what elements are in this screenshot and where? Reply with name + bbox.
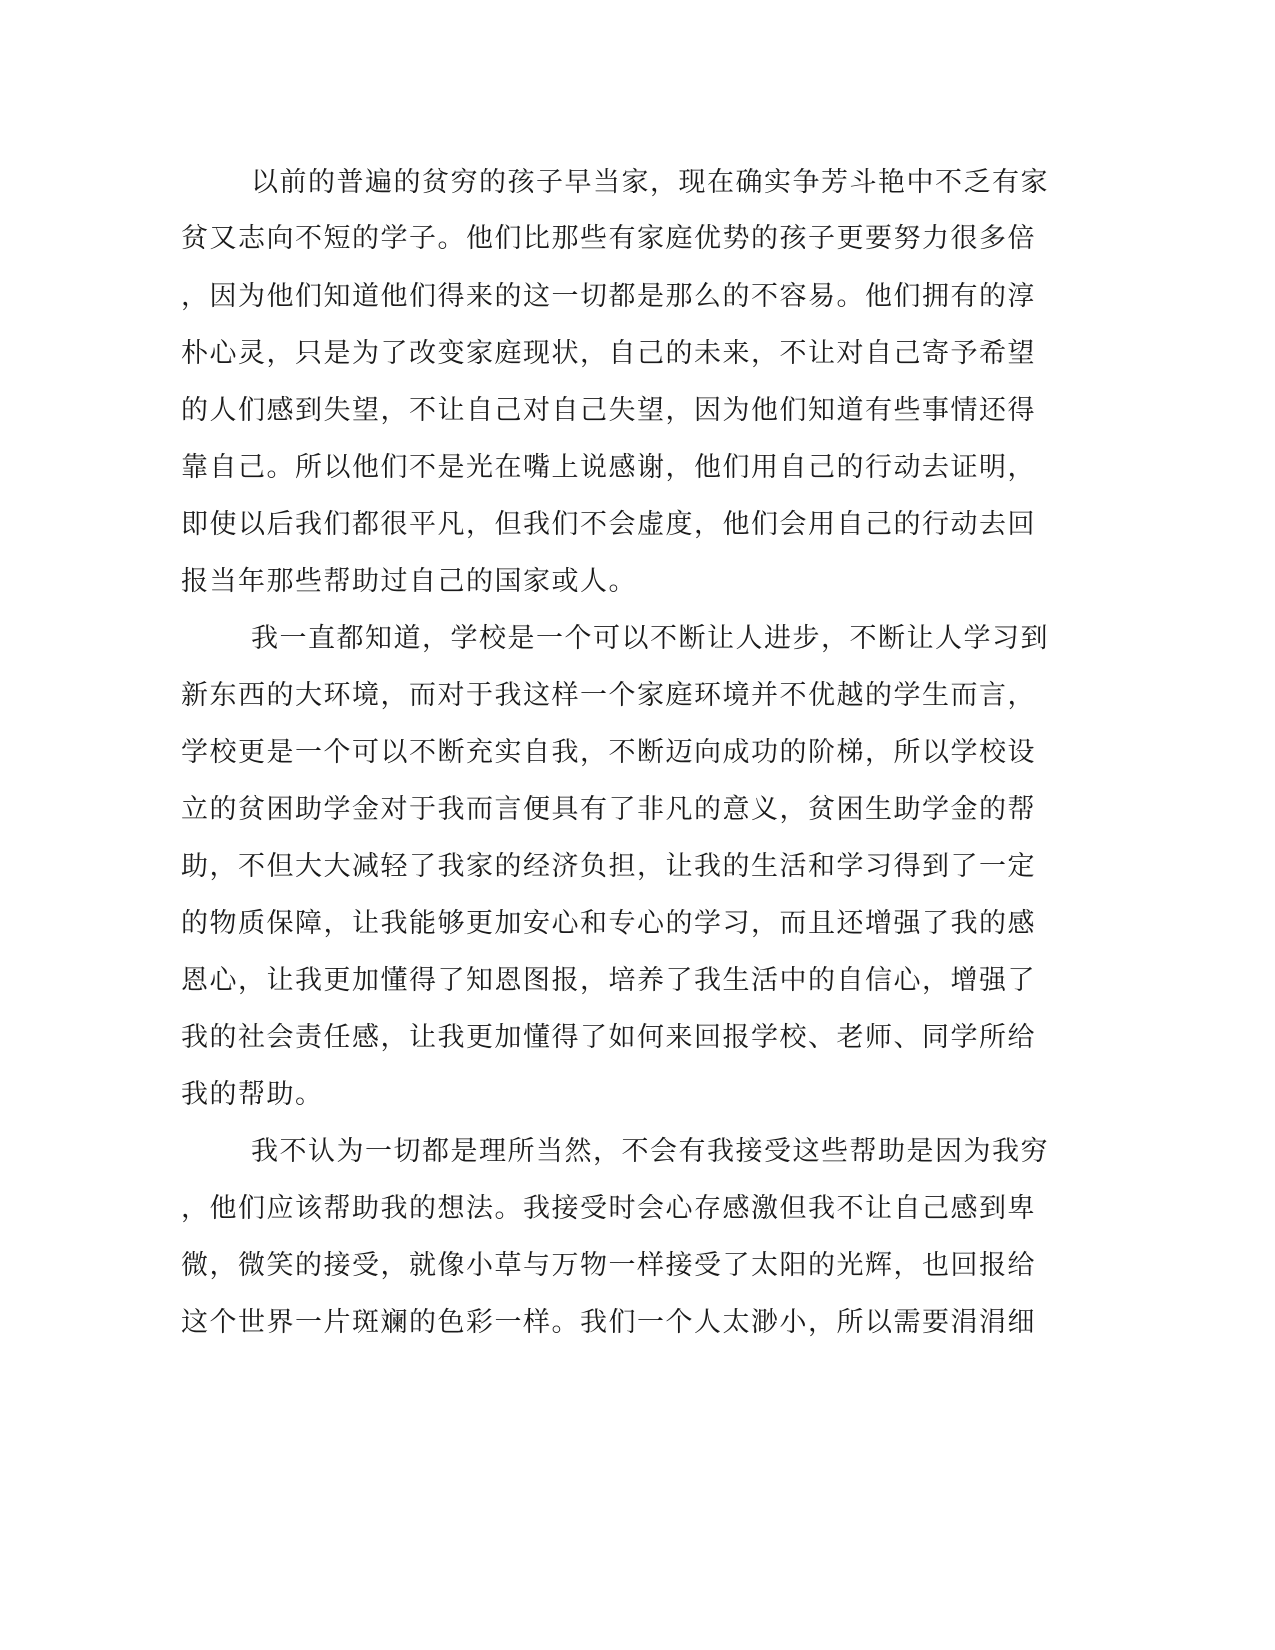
text-line: ，因为他们知道他们得来的这一切都是那么的不容易。他们拥有的淳 — [181, 281, 1036, 312]
text-line: 我的社会责任感，让我更加懂得了如何来回报学校、老师、同学所给 — [181, 1022, 1036, 1053]
text-line: 靠自己。所以他们不是光在嘴上说感谢，他们用自己的行动去证明， — [181, 452, 1036, 483]
text-line: 报当年那些帮助过自己的国家或人。 — [181, 566, 637, 597]
text-line: 助，不但大大减轻了我家的经济负担，让我的生活和学习得到了一定 — [181, 851, 1036, 882]
text-line: 贫又志向不短的学子。他们比那些有家庭优势的孩子更要努力很多倍 — [181, 223, 1036, 254]
text-line: 我的帮助。 — [181, 1079, 324, 1110]
text-line: 我一直都知道，学校是一个可以不断让人进步，不断让人学习到 — [251, 623, 1049, 654]
text-line: 微，微笑的接受，就像小草与万物一样接受了太阳的光辉，也回报给 — [181, 1250, 1036, 1281]
text-line: 恩心，让我更加懂得了知恩图报，培养了我生活中的自信心，增强了 — [181, 965, 1036, 996]
text-line: 的物质保障，让我能够更加安心和专心的学习，而且还增强了我的感 — [181, 908, 1036, 939]
text-line: 新东西的大环境，而对于我这样一个家庭环境并不优越的学生而言， — [181, 680, 1036, 711]
text-line: 朴心灵，只是为了改变家庭现状，自己的未来，不让对自己寄予希望 — [181, 338, 1036, 369]
text-line: 学校更是一个可以不断充实自我，不断迈向成功的阶梯，所以学校设 — [181, 737, 1036, 768]
text-line: 即使以后我们都很平凡，但我们不会虚度，他们会用自己的行动去回 — [181, 509, 1036, 540]
text-line: 的人们感到失望，不让自己对自己失望，因为他们知道有些事情还得 — [181, 395, 1036, 426]
text-line: ，他们应该帮助我的想法。我接受时会心存感激但我不让自己感到卑 — [181, 1193, 1036, 1224]
text-line: 我不认为一切都是理所当然，不会有我接受这些帮助是因为我穷 — [251, 1136, 1049, 1167]
text-line: 这个世界一片斑斓的色彩一样。我们一个人太渺小，所以需要涓涓细 — [181, 1307, 1036, 1338]
text-line: 立的贫困助学金对于我而言便具有了非凡的意义，贫困生助学金的帮 — [181, 794, 1036, 825]
text-line: 以前的普遍的贫穷的孩子早当家，现在确实争芳斗艳中不乏有家 — [251, 167, 1049, 198]
